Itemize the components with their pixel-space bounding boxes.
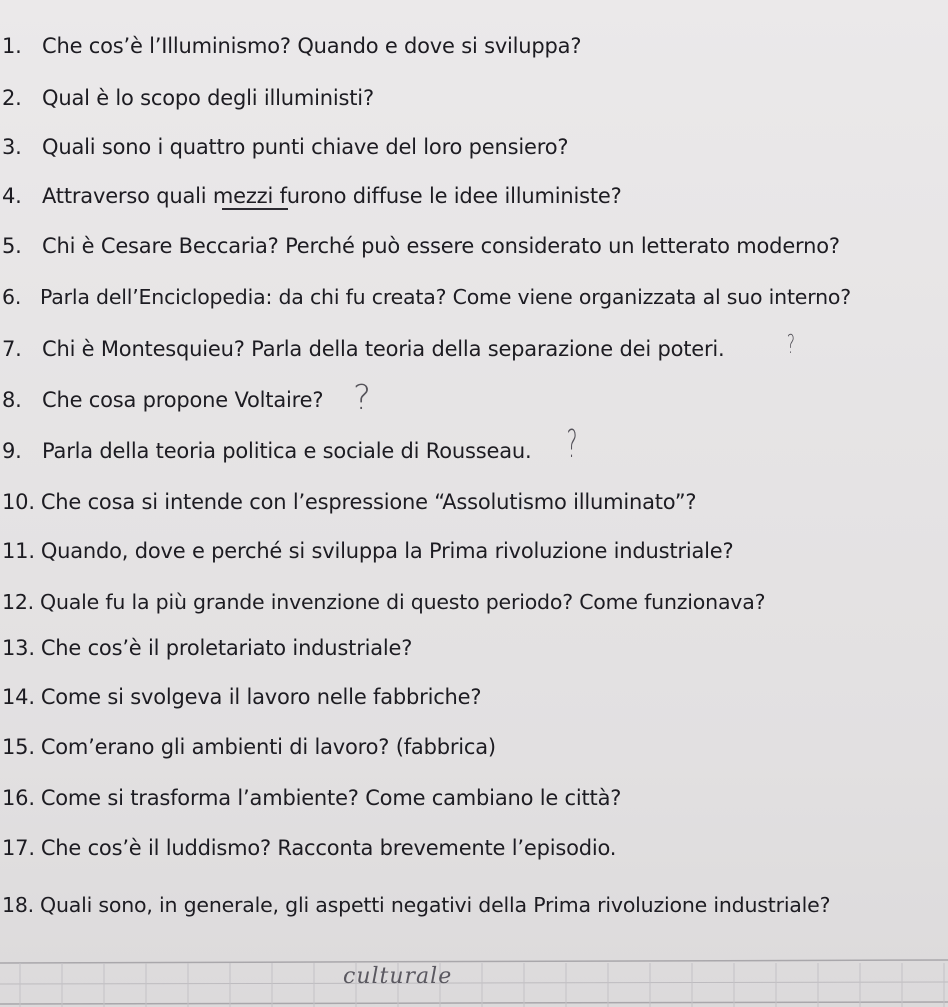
- question-number: 3.: [2, 135, 22, 159]
- question-4: [2, 182, 622, 210]
- question-text: Che cos’è l’Illuminismo? Quando e dove si sviluppa?: [42, 34, 582, 58]
- question-text: Attraverso quali mezzi furono diffuse le idee illuministe?: [42, 184, 622, 208]
- question-1: [2, 32, 581, 60]
- handwritten-note: culturale: [343, 964, 453, 989]
- question-text: Come si svolgeva il lavoro nelle fabbriche?: [40, 685, 482, 709]
- question-text: Parla della teoria politica e sociale di Rousseau.: [42, 439, 532, 463]
- question-text: Chi è Montesquieu? Parla della teoria della separazione dei poteri.: [42, 337, 725, 361]
- question-number: 2.: [2, 86, 22, 110]
- question-text: Che cosa si intende con l’espressione “Assolutismo illuminato”?: [40, 490, 697, 514]
- question-number: 8.: [2, 388, 22, 412]
- question-text: Quali sono, in generale, gli aspetti negativi della Prima rivoluzione industriale?: [40, 893, 831, 917]
- question-text: Com’erano gli ambienti di lavoro? (fabbrica): [40, 735, 496, 759]
- question-5: [2, 232, 840, 260]
- question-number: 13.: [2, 636, 35, 660]
- question-number: 5.: [2, 234, 22, 258]
- question-text: Come si trasforma l’ambiente? Come cambiano le città?: [40, 786, 622, 810]
- question-number: 1.: [2, 34, 22, 58]
- question-text: Parla dell’Enciclopedia: da chi fu creata? Come viene organizzata al suo interno?: [40, 285, 851, 309]
- question-15: [2, 733, 496, 761]
- question-number: 18.: [2, 893, 35, 917]
- question-16: [2, 784, 621, 812]
- question-text: Quando, dove e perché si sviluppa la Prima rivoluzione industriale?: [40, 539, 734, 563]
- question-text: Quali sono i quattro punti chiave del loro pensiero?: [42, 135, 569, 159]
- question-number: 6.: [2, 285, 22, 309]
- question-12: [2, 588, 765, 616]
- question-number: 16.: [2, 786, 35, 810]
- notebook-grid: [0, 955, 948, 1007]
- question-text: Quale fu la più grande invenzione di questo periodo? Come funzionava?: [40, 590, 766, 614]
- question-number: 17.: [2, 836, 35, 860]
- question-9: [2, 437, 531, 465]
- question-number: 4.: [2, 184, 22, 208]
- question-18: [2, 891, 830, 919]
- question-text: Qual è lo scopo degli illuministi?: [42, 86, 374, 110]
- question-number: 15.: [2, 735, 35, 759]
- question-8: [2, 386, 323, 414]
- question-text: Che cos’è il proletariato industriale?: [40, 636, 413, 660]
- question-10: [2, 488, 696, 516]
- question-number: 9.: [2, 439, 22, 463]
- question-number: 12.: [2, 590, 35, 614]
- question-14: [2, 683, 481, 711]
- pencil-mark-q7: ?: [786, 330, 796, 360]
- underline-mezzi: [222, 208, 288, 210]
- question-6: [2, 283, 851, 311]
- question-2: [2, 84, 374, 112]
- question-number: 10.: [2, 490, 35, 514]
- question-number: 7.: [2, 337, 22, 361]
- question-number: 11.: [2, 539, 35, 563]
- question-7: [2, 335, 725, 363]
- question-3: [2, 133, 568, 161]
- question-text: Che cosa propone Voltaire?: [42, 388, 324, 412]
- question-text: Chi è Cesare Beccaria? Perché può essere considerato un letterato moderno?: [42, 234, 840, 258]
- question-17: [2, 834, 616, 862]
- pencil-mark-q8: ?: [353, 378, 372, 418]
- question-11: [2, 537, 733, 565]
- question-number: 14.: [2, 685, 35, 709]
- question-13: [2, 634, 412, 662]
- pencil-mark-q9: ?: [566, 422, 578, 466]
- question-text: Che cos’è il luddismo? Racconta brevemente l’episodio.: [40, 836, 617, 860]
